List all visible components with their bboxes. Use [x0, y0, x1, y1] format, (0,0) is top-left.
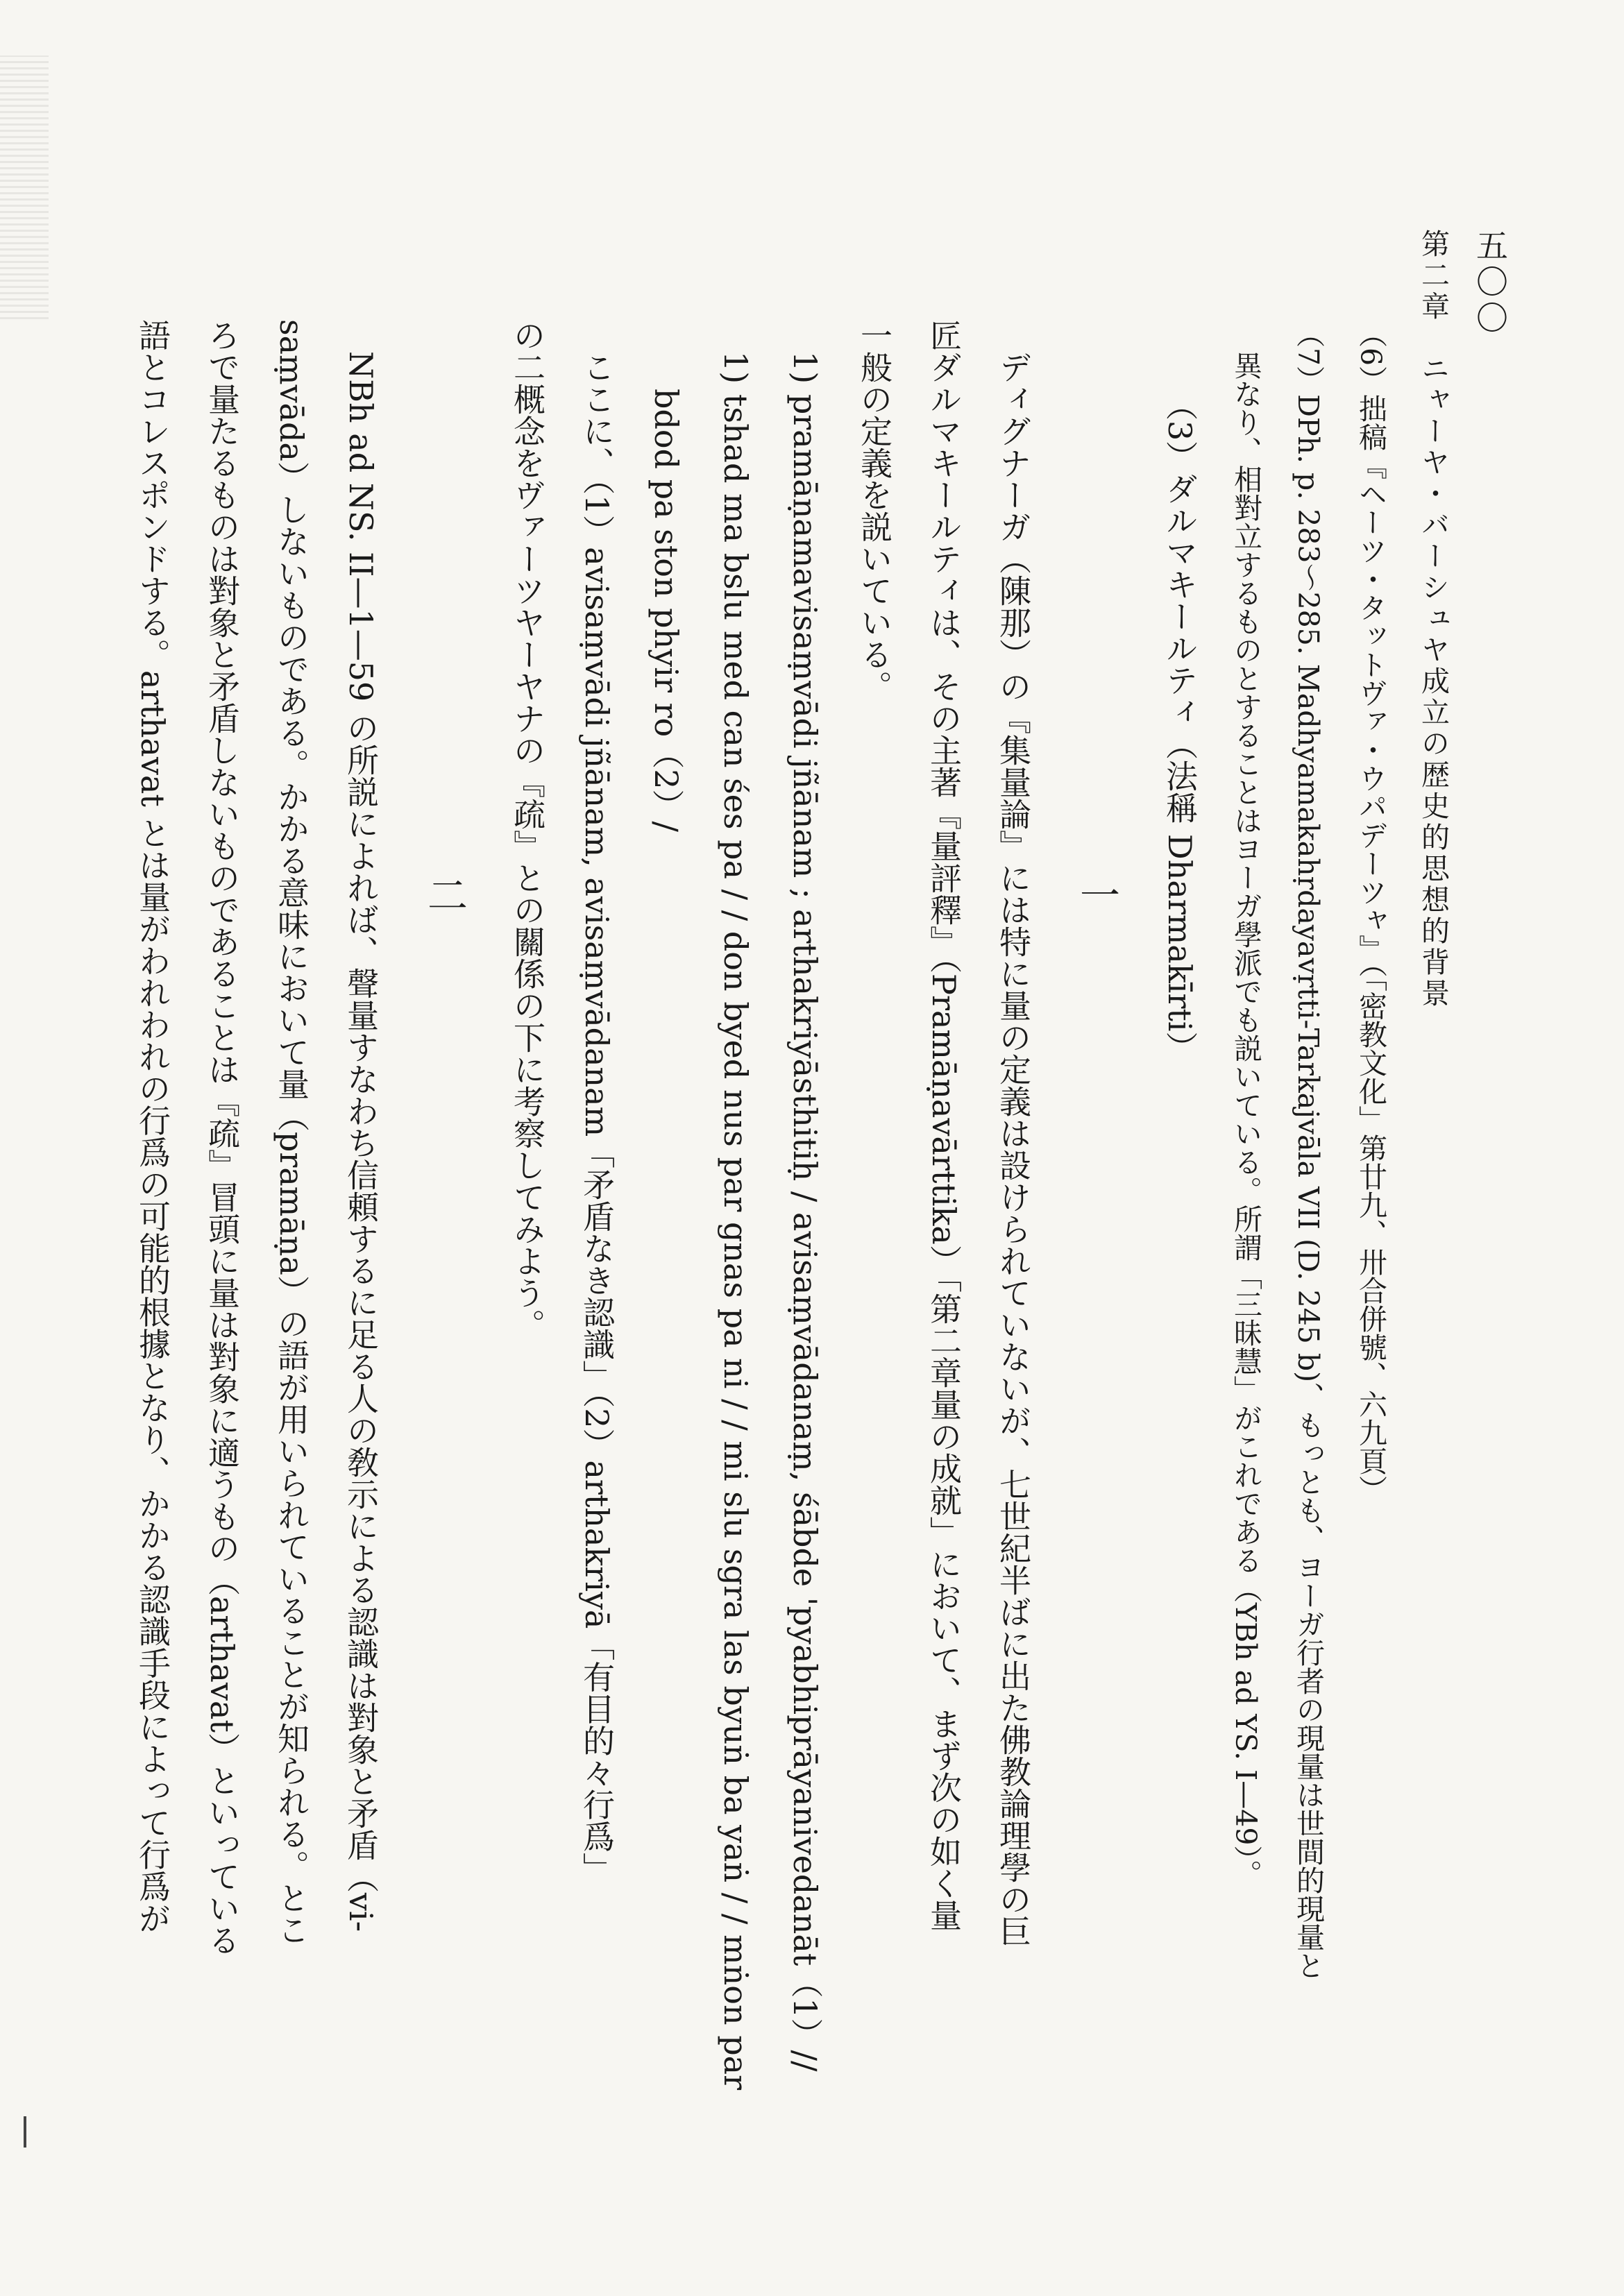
text-line: saṃvāda）しないものである。かかる意味において量（pramāṇa）の語が用いられていることが知られる。とこ	[273, 319, 310, 1946]
stray-ink-mark	[24, 2116, 26, 2148]
text-line: 1) pramāṇamavisaṃvādi jñānam ; arthakriyāsthitiḥ / avisaṃvādanaṃ, śābde 'pyabhiprāyanivedanāt（1）//	[786, 351, 824, 2072]
footnote-line: （6）拙稿『ヘーツ・タットヴァ・ウパデーツャ』（「密教文化」第廿九、卅合併號、六九頁）	[1354, 319, 1387, 1504]
text-line: bdod pa ston phyir ro（2）/	[648, 389, 685, 833]
section-number: 二	[421, 874, 468, 915]
section-number: 一	[1073, 874, 1120, 915]
text-line: ここに、（1）avisaṃvādi jñānam, avisaṃvādanam「矛盾なき認識」（2）arthakriyā「有目的々行爲」	[578, 351, 616, 1885]
text-line: ろで量たるものは對象と矛盾しないものであることは『疏』冒頭に量は對象に適うもの（arthavat）といっている	[203, 319, 241, 1956]
footnote-line: 異なり、相對立するものとすることはヨーガ學派でも説いている。所謂「三昧慧」がこれである（YBh ad YS. I—49）。	[1229, 351, 1262, 1888]
text-line: NBh ad NS. II—1—59 の所説によれば、聲量すなわち信頼するに足る人の敎示による認識は對象と矛盾（vi-	[342, 351, 380, 1932]
text-line: 語とコレスポンドする。arthavat とは量がわれわれの行爲の可能的根據となり、かかる認識手段によって行爲が	[134, 319, 171, 1934]
page-number: 五〇〇	[1471, 229, 1509, 337]
text-line: の二概念をヴァーツヤーヤナの『疏』との關係の下に考察してみよう。	[509, 319, 546, 1341]
text-line: （3）ダルマキールティ（法稱 Dharmakīrti）	[1161, 389, 1199, 1064]
footnote-line: （7）DPh. p. 283〜285. Madhyamakahṛdayavṛtti-Tarkajvāla VII (D. 245 b)、もっとも、ヨーガ行者の現量は世間的現量と	[1292, 319, 1325, 1980]
text-line: 一般の定義を説いている。	[856, 319, 893, 702]
text-line: ディグナーガ（陳那）の『集量論』には特に量の定義は設けられていないが、七世紀半ばに出た佛教論理學の巨	[995, 351, 1032, 1947]
text-line: 匠ダルマキールティは、その主著『量評釋』（Pramāṇavārttika）「第二章量の成就」において、まず次の如く量	[925, 319, 963, 1931]
text-line: 1) tshad ma bslu med can śes pa / / don byed nus par gnas pa ni / / mi slu sgra las byuṅ ba yaṅ / / mṅon par	[717, 351, 754, 2091]
main-text-body	[118, 319, 1402, 2193]
scanned-page-edge	[0, 56, 49, 319]
running-head: 第二章 ニャーヤ・バーシュヤ成立の歴史的思想的背景	[1416, 229, 1450, 1010]
